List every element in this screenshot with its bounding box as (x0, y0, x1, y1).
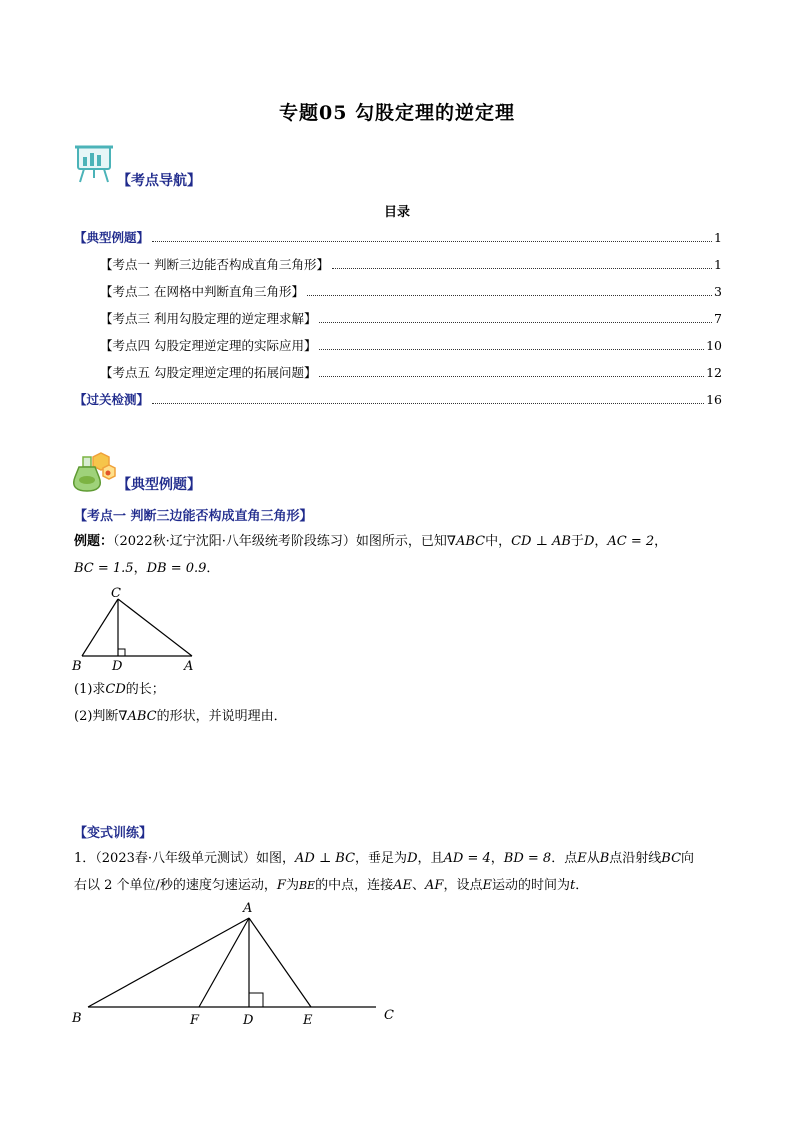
condition-bd: BD = 8 (503, 851, 552, 866)
problem1-figure (66, 896, 406, 1028)
segment-bc (82, 599, 118, 656)
question-1 (74, 677, 165, 703)
ray-bc: BC (661, 851, 682, 866)
problem1-line1 (74, 846, 694, 872)
condition-cd-perp-ab: CD ⊥ AB (511, 534, 571, 549)
example-line1 (74, 529, 667, 555)
toc-entry[interactable] (74, 228, 722, 255)
toc-entry[interactable] (74, 336, 722, 363)
toc-entry[interactable] (74, 309, 722, 336)
text-fragment: ，垂足为 (355, 851, 408, 866)
text-fragment: ， (133, 561, 147, 576)
condition-bc: BC = 1.5 (74, 561, 134, 576)
label-a: A (243, 901, 253, 916)
condition-ad: AD = 4 (443, 851, 491, 866)
toc-entry-page: 3 (714, 284, 722, 299)
text-fragment: 于 (570, 534, 584, 549)
label-b: B (72, 1011, 82, 1026)
text-fragment: 为 (285, 878, 299, 893)
segment-ae (249, 918, 311, 1007)
point-e: E (577, 851, 587, 866)
triangle-abc: ∇ABC (446, 534, 486, 549)
condition-db: DB = 0.9 (146, 561, 207, 576)
toc-entry[interactable] (74, 390, 722, 417)
nav-heading: 【考点导航】 (117, 173, 201, 189)
label-f: F (190, 1013, 200, 1028)
toc-leader (152, 241, 712, 242)
toc-entry-page: 12 (706, 365, 722, 380)
text-fragment: ，且 (417, 851, 444, 866)
label-c: C (111, 586, 121, 601)
toc-entry-page: 1 (714, 257, 722, 272)
toc-entry-label: 【考点五 勾股定理逆定理的拓展问题】 (100, 365, 317, 380)
condition-ac: AC = 2 (607, 534, 655, 549)
toc-leader (319, 349, 704, 350)
text-fragment: 从 (586, 851, 600, 866)
variant-heading: 【变式训练】 (74, 826, 153, 841)
flask-hexagon-icon (73, 451, 117, 493)
toc-entry[interactable] (74, 363, 722, 390)
toc-entry-label: 【典型例题】 (74, 230, 150, 245)
label-d: D (112, 659, 123, 674)
example-prefix: 例题： (74, 534, 114, 549)
point-b: B (599, 851, 610, 866)
presentation-board-icon (72, 142, 116, 184)
segment-af: AF (425, 878, 444, 893)
toc-leader (319, 376, 704, 377)
text-fragment: (1)求 (74, 682, 106, 697)
text-fragment: 点沿射线 (609, 851, 662, 866)
examples-heading: 【典型例题】 (117, 477, 201, 493)
segment-ae: AE (393, 878, 412, 893)
point-e: E (482, 878, 492, 893)
label-d: D (243, 1013, 254, 1028)
point-d: D (407, 851, 418, 866)
example-line2 (74, 556, 219, 582)
toc-entry-label: 【考点一 判断三边能否构成直角三角形】 (100, 257, 329, 272)
toc-entry[interactable] (74, 282, 722, 309)
text-fragment: ， (594, 534, 608, 549)
condition-ad-perp-bc: AD ⊥ BC (295, 851, 356, 866)
toc-entry-page: 7 (714, 311, 722, 326)
text-fragment: ， (654, 534, 668, 549)
label-a: A (184, 659, 194, 674)
text-fragment: 的形状，并说明理由． (156, 709, 287, 724)
text-fragment: 、 (412, 878, 426, 893)
toc-entry-label: 【考点三 利用勾股定理的逆定理求解】 (100, 311, 317, 326)
segment-ca (118, 599, 192, 656)
text-fragment: (2)判断 (74, 709, 119, 724)
text-fragment: ． (575, 878, 589, 893)
example-source: （2022秋·辽宁沈阳·八年级统考阶段练习）如图所示，已知 (113, 534, 447, 549)
point-d: D (583, 534, 595, 549)
toc-leader (307, 295, 712, 296)
toc-entry-page: 10 (706, 338, 722, 353)
toc-entry-page: 1 (714, 230, 722, 245)
text-fragment: （2023春·八年级单元测试）如图， (95, 851, 295, 866)
point-f: F (276, 878, 286, 893)
label-e: E (303, 1013, 313, 1028)
toc-entry-label: 【考点二 在网格中判断直角三角形】 (100, 284, 304, 299)
page-title: 专题05 勾股定理的逆定理 (278, 102, 516, 124)
topic1-heading: 【考点一 判断三边能否构成直角三角形】 (74, 509, 313, 524)
toc-entry-label: 【过关检测】 (74, 392, 150, 407)
toc-leader (332, 268, 712, 269)
var-cd: CD (105, 682, 126, 697)
text-fragment: 中， (485, 534, 512, 549)
text-fragment: 的中点，连接 (315, 878, 394, 893)
toc-entry[interactable] (74, 255, 722, 282)
example-triangle-figure (68, 584, 208, 674)
label-c: C (384, 1008, 394, 1023)
toc-list (74, 228, 722, 417)
question-2 (74, 704, 287, 730)
text-fragment: 右以 2 个单位/秒的速度匀速运动， (74, 878, 277, 893)
text-fragment: ．点 (551, 851, 578, 866)
var-triangle-abc: ∇ABC (118, 709, 157, 724)
toc-entry-page: 16 (706, 392, 722, 407)
toc-leader (152, 403, 704, 404)
text-fragment: 向 (681, 851, 695, 866)
toc-leader (319, 322, 712, 323)
toc-title: 目录 (383, 205, 410, 220)
segment-ba (88, 918, 249, 1007)
right-angle-mark (249, 993, 263, 1007)
right-angle-mark (118, 649, 125, 656)
label-b: B (72, 659, 82, 674)
text-fragment: 的长； (125, 682, 165, 697)
text-fragment: ， (490, 851, 504, 866)
var-t: t (569, 878, 576, 893)
toc-entry-label: 【考点四 勾股定理逆定理的实际应用】 (100, 338, 317, 353)
problem-number: 1． (74, 851, 96, 866)
text-fragment: ，设点 (443, 878, 483, 893)
text-fragment: 运动的时间为 (491, 878, 570, 893)
text-fragment: ． (206, 561, 220, 576)
segment-be: BE (298, 879, 316, 892)
